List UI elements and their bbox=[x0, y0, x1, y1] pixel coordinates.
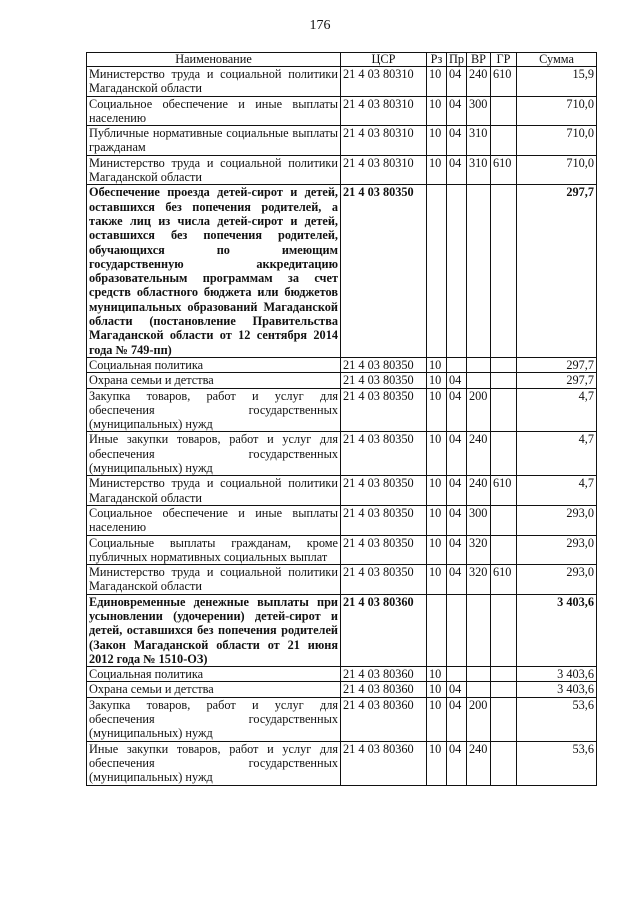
cell-pr: 04 bbox=[447, 697, 467, 741]
cell-sum: 297,7 bbox=[517, 357, 597, 372]
cell-vr: 240 bbox=[467, 67, 491, 97]
cell-name: Охрана семьи и детства bbox=[87, 682, 341, 697]
cell-csr: 21 4 03 80310 bbox=[341, 155, 427, 185]
cell-pr bbox=[447, 185, 467, 358]
table-row bbox=[87, 357, 597, 372]
cell-vr bbox=[467, 185, 491, 358]
cell-csr: 21 4 03 80360 bbox=[341, 594, 427, 666]
cell-rz: 10 bbox=[427, 682, 447, 697]
cell-rz: 10 bbox=[427, 432, 447, 476]
cell-vr: 300 bbox=[467, 96, 491, 126]
cell-vr: 240 bbox=[467, 476, 491, 506]
header-csr: ЦСР bbox=[341, 53, 427, 67]
cell-pr: 04 bbox=[447, 505, 467, 535]
cell-vr: 320 bbox=[467, 565, 491, 595]
cell-gr bbox=[491, 432, 517, 476]
table-row bbox=[87, 741, 597, 785]
table-row bbox=[87, 185, 597, 358]
cell-pr bbox=[447, 667, 467, 682]
cell-pr: 04 bbox=[447, 565, 467, 595]
cell-vr: 200 bbox=[467, 388, 491, 432]
cell-rz: 10 bbox=[427, 388, 447, 432]
cell-rz: 10 bbox=[427, 96, 447, 126]
cell-sum: 53,6 bbox=[517, 741, 597, 785]
table-row bbox=[87, 565, 597, 595]
cell-pr: 04 bbox=[447, 96, 467, 126]
cell-pr: 04 bbox=[447, 67, 467, 97]
cell-name: Министерство труда и социальной политики Магаданской области bbox=[87, 155, 341, 185]
cell-gr bbox=[491, 373, 517, 388]
cell-name: Закупка товаров, работ и услуг для обеспечения государственных (муниципальных) нужд bbox=[87, 697, 341, 741]
table-body bbox=[87, 67, 597, 786]
cell-sum: 293,0 bbox=[517, 505, 597, 535]
cell-pr: 04 bbox=[447, 126, 467, 156]
cell-rz: 10 bbox=[427, 476, 447, 506]
cell-rz: 10 bbox=[427, 67, 447, 97]
cell-sum: 4,7 bbox=[517, 432, 597, 476]
cell-name: Иные закупки товаров, работ и услуг для обеспечения государственных (муниципальных) нужд bbox=[87, 432, 341, 476]
budget-table bbox=[86, 52, 597, 786]
cell-sum: 710,0 bbox=[517, 155, 597, 185]
cell-pr: 04 bbox=[447, 373, 467, 388]
cell-csr: 21 4 03 80350 bbox=[341, 535, 427, 565]
cell-gr bbox=[491, 697, 517, 741]
cell-csr: 21 4 03 80350 bbox=[341, 432, 427, 476]
cell-pr: 04 bbox=[447, 682, 467, 697]
cell-sum: 15,9 bbox=[517, 67, 597, 97]
cell-sum: 710,0 bbox=[517, 126, 597, 156]
cell-sum: 3 403,6 bbox=[517, 682, 597, 697]
cell-sum: 53,6 bbox=[517, 697, 597, 741]
table-header-row bbox=[87, 53, 597, 67]
cell-gr bbox=[491, 594, 517, 666]
cell-vr: 300 bbox=[467, 505, 491, 535]
cell-rz bbox=[427, 185, 447, 358]
table-row bbox=[87, 126, 597, 156]
cell-vr: 240 bbox=[467, 432, 491, 476]
cell-pr: 04 bbox=[447, 388, 467, 432]
cell-rz: 10 bbox=[427, 535, 447, 565]
cell-rz: 10 bbox=[427, 741, 447, 785]
cell-pr: 04 bbox=[447, 432, 467, 476]
table-row bbox=[87, 155, 597, 185]
cell-sum: 3 403,6 bbox=[517, 594, 597, 666]
cell-name: Социальная политика bbox=[87, 667, 341, 682]
header-name: Наименование bbox=[87, 53, 341, 67]
cell-rz: 10 bbox=[427, 357, 447, 372]
cell-sum: 293,0 bbox=[517, 535, 597, 565]
cell-rz: 10 bbox=[427, 155, 447, 185]
cell-gr: 610 bbox=[491, 155, 517, 185]
cell-name: Единовременные денежные выплаты при усыновлении (удочерении) детей-сирот и детей, оставшихся без попечения родителей (Закон Магаданской области от 21 июня 2012 года № 1510-ОЗ) bbox=[87, 594, 341, 666]
cell-rz: 10 bbox=[427, 373, 447, 388]
cell-csr: 21 4 03 80350 bbox=[341, 373, 427, 388]
table-row bbox=[87, 476, 597, 506]
cell-name: Публичные нормативные социальные выплаты гражданам bbox=[87, 126, 341, 156]
cell-gr: 610 bbox=[491, 565, 517, 595]
cell-sum: 293,0 bbox=[517, 565, 597, 595]
table-row bbox=[87, 682, 597, 697]
cell-csr: 21 4 03 80350 bbox=[341, 565, 427, 595]
header-vr: ВР bbox=[467, 53, 491, 67]
cell-gr bbox=[491, 96, 517, 126]
table-row bbox=[87, 67, 597, 97]
cell-csr: 21 4 03 80360 bbox=[341, 697, 427, 741]
cell-gr bbox=[491, 185, 517, 358]
header-sum: Сумма bbox=[517, 53, 597, 67]
cell-rz: 10 bbox=[427, 667, 447, 682]
cell-name: Министерство труда и социальной политики Магаданской области bbox=[87, 565, 341, 595]
cell-csr: 21 4 03 80350 bbox=[341, 388, 427, 432]
header-rz: Рз bbox=[427, 53, 447, 67]
table-row bbox=[87, 594, 597, 666]
page-number: 176 bbox=[309, 18, 331, 33]
cell-csr: 21 4 03 80360 bbox=[341, 741, 427, 785]
cell-pr: 04 bbox=[447, 155, 467, 185]
cell-sum: 3 403,6 bbox=[517, 667, 597, 682]
table-row bbox=[87, 388, 597, 432]
cell-rz: 10 bbox=[427, 697, 447, 741]
cell-csr: 21 4 03 80310 bbox=[341, 67, 427, 97]
cell-gr bbox=[491, 505, 517, 535]
cell-csr: 21 4 03 80360 bbox=[341, 682, 427, 697]
cell-vr bbox=[467, 594, 491, 666]
header-pr: Пр bbox=[447, 53, 467, 67]
table-row bbox=[87, 505, 597, 535]
cell-name: Социальная политика bbox=[87, 357, 341, 372]
cell-vr: 310 bbox=[467, 155, 491, 185]
cell-gr bbox=[491, 682, 517, 697]
cell-sum: 297,7 bbox=[517, 185, 597, 358]
cell-gr bbox=[491, 741, 517, 785]
cell-vr: 200 bbox=[467, 697, 491, 741]
cell-name: Охрана семьи и детства bbox=[87, 373, 341, 388]
table-row bbox=[87, 96, 597, 126]
cell-gr bbox=[491, 535, 517, 565]
cell-sum: 4,7 bbox=[517, 388, 597, 432]
cell-vr bbox=[467, 373, 491, 388]
cell-vr: 320 bbox=[467, 535, 491, 565]
cell-rz bbox=[427, 594, 447, 666]
cell-sum: 297,7 bbox=[517, 373, 597, 388]
cell-pr: 04 bbox=[447, 741, 467, 785]
cell-csr: 21 4 03 80310 bbox=[341, 126, 427, 156]
cell-gr bbox=[491, 667, 517, 682]
cell-name: Социальное обеспечение и иные выплаты населению bbox=[87, 505, 341, 535]
cell-csr: 21 4 03 80360 bbox=[341, 667, 427, 682]
cell-pr bbox=[447, 357, 467, 372]
cell-rz: 10 bbox=[427, 126, 447, 156]
cell-pr: 04 bbox=[447, 535, 467, 565]
cell-name: Министерство труда и социальной политики Магаданской области bbox=[87, 476, 341, 506]
cell-vr bbox=[467, 667, 491, 682]
cell-csr: 21 4 03 80310 bbox=[341, 96, 427, 126]
cell-csr: 21 4 03 80350 bbox=[341, 505, 427, 535]
table-row bbox=[87, 535, 597, 565]
table-row bbox=[87, 432, 597, 476]
cell-gr bbox=[491, 126, 517, 156]
table-row bbox=[87, 667, 597, 682]
cell-vr: 310 bbox=[467, 126, 491, 156]
cell-name: Министерство труда и социальной политики Магаданской области bbox=[87, 67, 341, 97]
cell-sum: 710,0 bbox=[517, 96, 597, 126]
cell-pr bbox=[447, 594, 467, 666]
table-row bbox=[87, 697, 597, 741]
header-gr: ГР bbox=[491, 53, 517, 67]
cell-csr: 21 4 03 80350 bbox=[341, 476, 427, 506]
cell-pr: 04 bbox=[447, 476, 467, 506]
table-row bbox=[87, 373, 597, 388]
cell-vr bbox=[467, 357, 491, 372]
cell-name: Социальные выплаты гражданам, кроме публичных нормативных социальных выплат bbox=[87, 535, 341, 565]
cell-sum: 4,7 bbox=[517, 476, 597, 506]
cell-gr: 610 bbox=[491, 476, 517, 506]
cell-gr bbox=[491, 388, 517, 432]
cell-name: Закупка товаров, работ и услуг для обеспечения государственных (муниципальных) нужд bbox=[87, 388, 341, 432]
cell-rz: 10 bbox=[427, 505, 447, 535]
cell-vr: 240 bbox=[467, 741, 491, 785]
cell-vr bbox=[467, 682, 491, 697]
cell-csr: 21 4 03 80350 bbox=[341, 185, 427, 358]
cell-csr: 21 4 03 80350 bbox=[341, 357, 427, 372]
cell-gr: 610 bbox=[491, 67, 517, 97]
cell-gr bbox=[491, 357, 517, 372]
cell-name: Иные закупки товаров, работ и услуг для обеспечения государственных (муниципальных) нужд bbox=[87, 741, 341, 785]
cell-rz: 10 bbox=[427, 565, 447, 595]
cell-name: Обеспечение проезда детей-сирот и детей, оставшихся без попечения родителей, а также лиц из числа детей-сирот и детей, оставшихся без попечения родителей, обучающихся по имеющим государственную аккредитацию образовательным программам за счет средств областного бюджета или бюджетов муниципальных образований Магаданской области (постановление Правительства Магаданской области от 12 сентября 2014 года № 749-пп) bbox=[87, 185, 341, 358]
cell-name: Социальное обеспечение и иные выплаты населению bbox=[87, 96, 341, 126]
